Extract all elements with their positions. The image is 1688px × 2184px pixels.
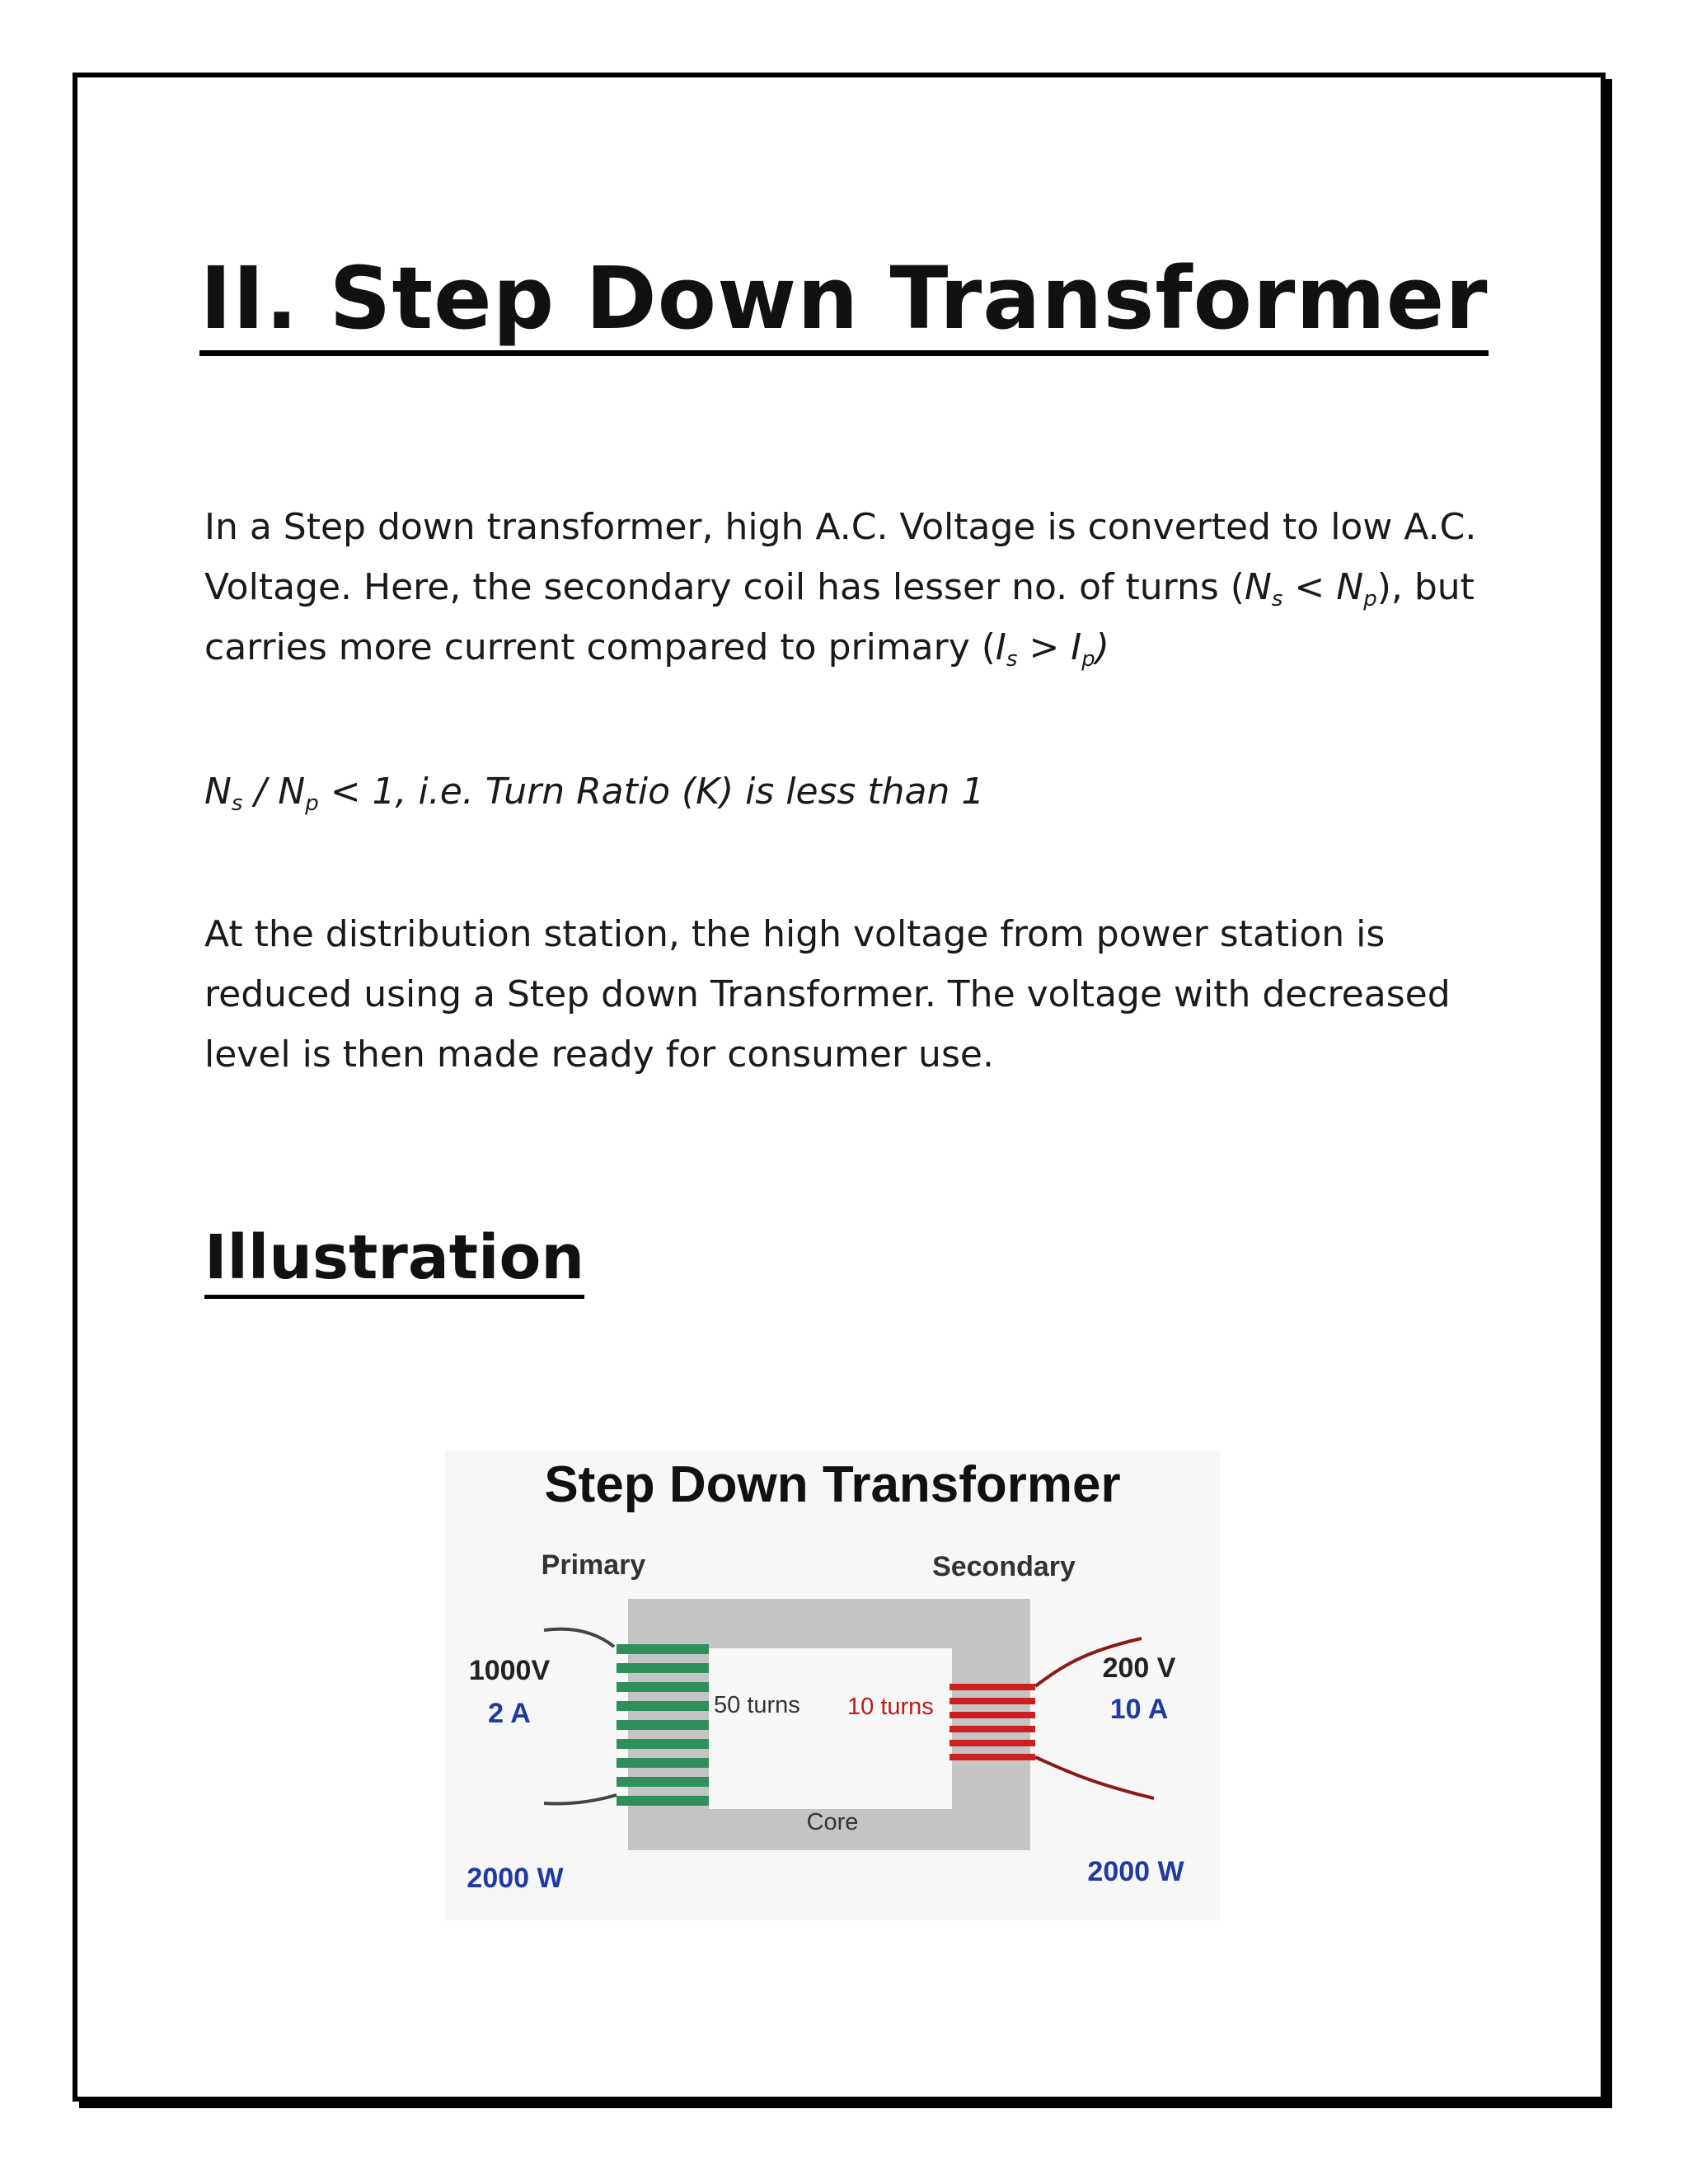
primary-current: 2 A xyxy=(488,1698,531,1729)
secondary-voltage: 200 V xyxy=(1102,1652,1176,1684)
primary-label: Primary xyxy=(541,1549,646,1581)
secondary-turns: 10 turns xyxy=(847,1694,934,1720)
intro-line-2: Voltage. Here, the secondary coil has lesser no. of turns $(N_s < N_p)$, but xyxy=(204,566,1475,612)
section-heading xyxy=(204,1221,584,1295)
distribution-line-1: At the distribution station, the high voltage from power station is xyxy=(204,913,1386,955)
intro-line-3: carries more current compared to primary $(I_s > I_p)$ xyxy=(204,626,1109,672)
turn-ratio-formula: $N_s / N_p < 1$, i.e. Turn Ratio (K) is less than 1 xyxy=(204,771,985,816)
secondary-power: 2000 W xyxy=(1087,1856,1184,1887)
primary-turns: 50 turns xyxy=(714,1692,800,1718)
section-heading-text: Illustration xyxy=(204,1222,584,1299)
core-label: Core xyxy=(806,1809,859,1835)
illustration-title: Step Down Transformer xyxy=(544,1456,1121,1513)
transformer-illustration xyxy=(445,1451,1220,1920)
secondary-label: Secondary xyxy=(932,1551,1076,1582)
page-title xyxy=(0,247,1688,350)
primary-coil xyxy=(617,1644,709,1806)
intro-paragraph xyxy=(204,497,1490,677)
primary-power: 2000 W xyxy=(467,1863,564,1894)
primary-voltage: 1000V xyxy=(468,1655,551,1686)
secondary-current: 10 A xyxy=(1109,1694,1169,1725)
page-title-text: II. Step Down Transformer xyxy=(199,248,1488,356)
distribution-line-3: level is then made ready for consumer use. xyxy=(204,1033,994,1076)
distribution-line-2: reduced using a Step down Transformer. The voltage with decreased xyxy=(204,973,1451,1015)
intro-line-1: In a Step down transformer, high A.C. Voltage is converted to low A.C. xyxy=(204,506,1477,548)
distribution-paragraph xyxy=(204,904,1490,1085)
